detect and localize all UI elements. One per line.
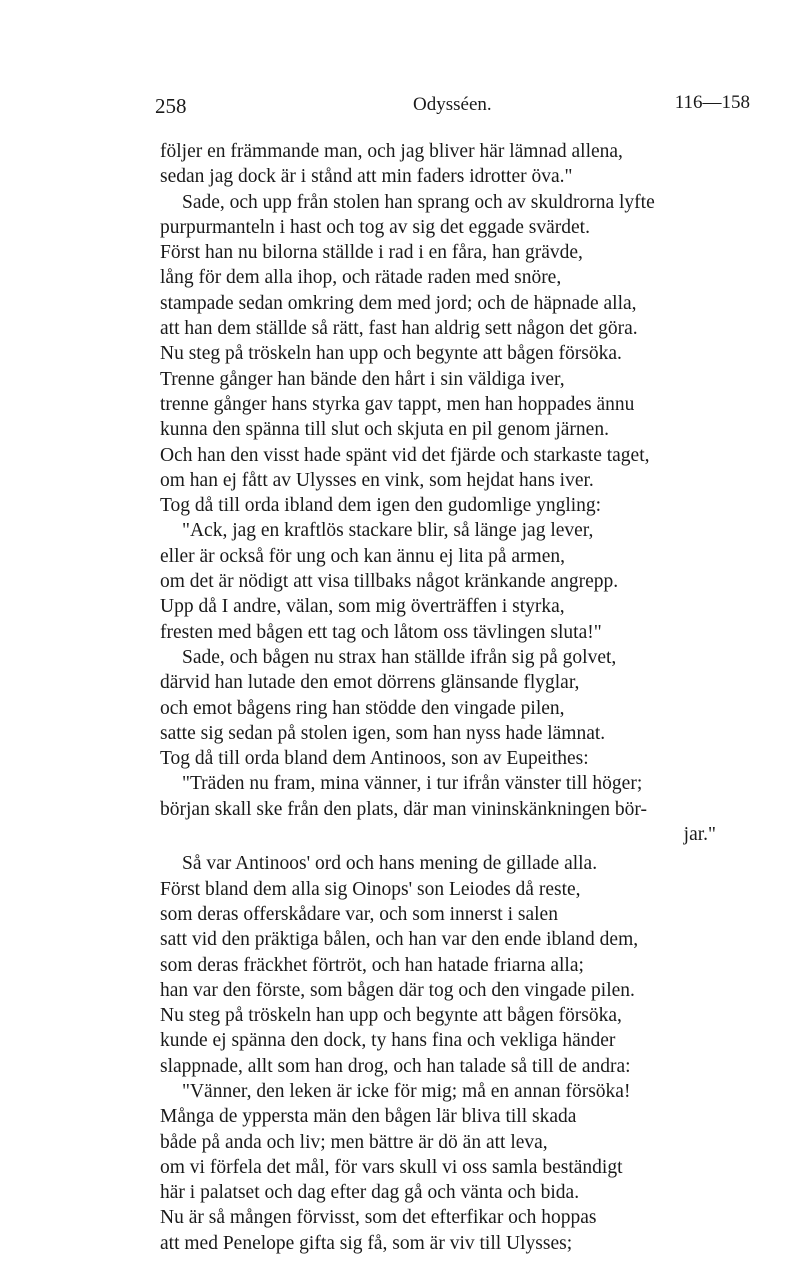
verse-line: "Träden nu fram, mina vänner, i tur ifrån vänster till höger; xyxy=(182,773,643,795)
verse-line: om han ej fått av Ulysses en vink, som hejdat hans iver. xyxy=(160,469,594,491)
verse-line: satt vid den präktiga bålen, och han var den ende ibland dem, xyxy=(160,929,639,951)
verse-line: Tog då till orda ibland dem igen den gudomlige yngling: xyxy=(160,495,602,517)
verse-line: fresten med bågen ett tag och låtom oss tävlingen sluta!" xyxy=(160,621,602,643)
verse-line: Sade, och upp från stolen han sprang och av skuldrorna lyfte xyxy=(182,191,655,213)
verse-line: Nu steg på tröskeln han upp och begynte att bågen försöka. xyxy=(160,343,622,365)
verse-line: "Ack, jag en kraftlös stackare blir, så länge jag lever, xyxy=(182,520,594,542)
verse-line: Nu är så mången förvisst, som det efterfikar och hoppas xyxy=(160,1207,597,1229)
verse-line: om det är nödigt att visa tillbaks något kränkande angrepp. xyxy=(160,571,619,593)
poem-text xyxy=(160,139,760,1256)
running-title: Odysséen. xyxy=(413,94,492,115)
verse-line: Tog då till orda bland dem Antinoos, son av Eupeithes: xyxy=(160,748,589,770)
verse-line: här i palatset och dag efter dag gå och vänta och bida. xyxy=(160,1182,580,1204)
verse-line: Upp då I andre, välan, som mig överträffen i styrka, xyxy=(160,596,565,618)
verse-line: Trenne gånger han bände den hårt i sin väldiga iver, xyxy=(160,368,565,390)
verse-line: Och han den visst hade spänt vid det fjärde och starkaste taget, xyxy=(160,444,650,466)
page-header xyxy=(155,94,750,124)
verse-line: Nu steg på tröskeln han upp och begynte att bågen försöka, xyxy=(160,1005,622,1027)
verse-line: kunna den spänna till slut och skjuta en pil genom järnen. xyxy=(160,419,609,441)
verse-line: slappnade, allt som han drog, och han talade så till de andra: xyxy=(160,1055,631,1077)
verse-line: Sade, och bågen nu strax han ställde ifrån sig på golvet, xyxy=(182,646,617,668)
line-range: 116—158 xyxy=(674,92,750,113)
verse-line: trenne gånger hans styrka gav tappt, men han hoppades ännu xyxy=(160,393,635,415)
verse-line: eller är också för ung och kan ännu ej lita på armen, xyxy=(160,545,565,567)
verse-line: följer en främmande man, och jag bliver här lämnad allena, xyxy=(160,141,623,162)
verse-line: att med Penelope gifta sig få, som är viv till Ulysses; xyxy=(160,1232,573,1254)
verse-line: lång för dem alla ihop, och rätade raden med snöre, xyxy=(160,267,562,289)
verse-line: sedan jag dock är i stånd att min faders idrotter öva." xyxy=(160,166,573,188)
verse-line: jar." xyxy=(683,824,716,846)
verse-line: början skall ske från den plats, där man vininskänkningen bör- xyxy=(160,798,647,820)
verse-line: och emot bågens ring han stödde den vingade pilen, xyxy=(160,697,565,719)
verse-line: om vi förfela det mål, för vars skull vi oss samla beständigt xyxy=(160,1156,623,1178)
verse-line: han var den förste, som bågen där tog och den vingade pilen. xyxy=(160,979,635,1001)
verse-line: stampade sedan omkring dem med jord; och de häpnade alla, xyxy=(160,292,637,314)
verse-line: "Vänner, den leken är icke för mig; må en annan försöka! xyxy=(182,1080,631,1102)
verse-line: som deras fräckhet förtröt, och han hatade friarna alla; xyxy=(160,954,584,976)
verse-line: satte sig sedan på stolen igen, som han nyss hade lämnat. xyxy=(160,722,606,744)
page-number: 258 xyxy=(155,94,187,118)
verse-line: kunde ej spänna den dock, ty hans fina och vekliga händer xyxy=(160,1030,616,1052)
verse-line: därvid han lutade den emot dörrens glänsande flyglar, xyxy=(160,672,580,694)
verse-line: Många de yppersta män den bågen lär bliva till skada xyxy=(160,1106,577,1128)
verse-line: Först bland dem alla sig Oinops' son Leiodes då reste, xyxy=(160,878,581,900)
verse-line: både på anda och liv; men bättre är dö än att leva, xyxy=(160,1131,548,1153)
verse-line: Så var Antinoos' ord och hans mening de gillade alla. xyxy=(182,853,598,875)
verse-line: som deras offerskådare var, och som innerst i salen xyxy=(160,903,558,925)
verse-line: purpurmanteln i hast och tog av sig det eggade svärdet. xyxy=(160,216,590,238)
verse-line: att han dem ställde så rätt, fast han aldrig sett någon det göra. xyxy=(160,318,638,340)
verse-line: Först han nu bilorna ställde i rad i en fåra, han grävde, xyxy=(160,242,583,264)
